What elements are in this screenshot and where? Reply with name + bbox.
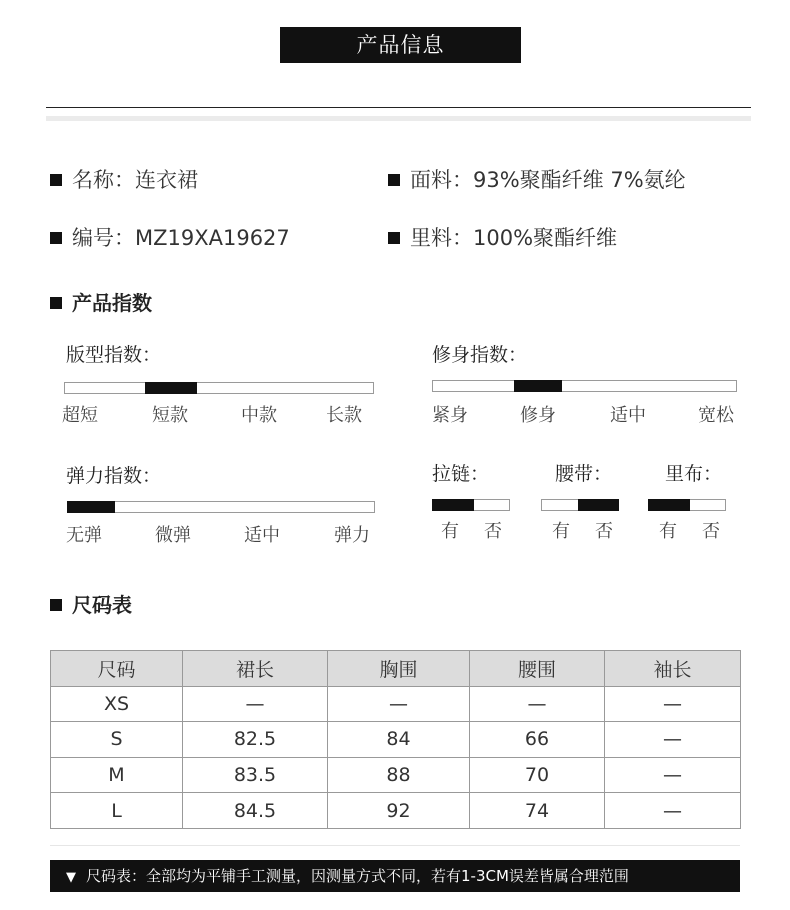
section-title-size-text: 尺码表 bbox=[72, 593, 132, 617]
square-bullet-icon bbox=[50, 297, 62, 309]
section-title-index bbox=[50, 290, 152, 316]
info-name-text: 名称：连衣裙 bbox=[72, 168, 198, 192]
fit-option: 修身 bbox=[520, 405, 556, 426]
belt-no: 否 bbox=[595, 521, 613, 542]
info-name bbox=[50, 166, 198, 194]
lining-cloth-no: 否 bbox=[702, 521, 720, 542]
column-header: 腰围 bbox=[470, 651, 605, 687]
fit-index-bar bbox=[432, 380, 737, 392]
zipper-label: 拉链： bbox=[432, 463, 490, 485]
size-note-text: 尺码表：全部均为平铺手工测量，因测量方式不同，若有1-3CM误差皆属合理范围 bbox=[86, 867, 629, 885]
belt-bar bbox=[541, 499, 619, 511]
belt-label: 腰带： bbox=[555, 463, 613, 485]
table-cell: S bbox=[51, 722, 183, 758]
page-title: 产品信息 bbox=[280, 27, 521, 63]
column-header: 裙长 bbox=[183, 651, 328, 687]
stretch-option: 微弹 bbox=[155, 525, 191, 546]
lining-cloth-label: 里布： bbox=[665, 463, 723, 485]
info-lining bbox=[388, 224, 617, 252]
divider bbox=[50, 845, 740, 846]
table-row bbox=[51, 722, 741, 758]
table-cell: — bbox=[605, 793, 741, 829]
length-option: 短款 bbox=[152, 405, 188, 426]
fit-option: 紧身 bbox=[432, 405, 468, 426]
length-option: 长款 bbox=[326, 405, 362, 426]
fit-option: 适中 bbox=[610, 405, 646, 426]
lining-cloth-bar bbox=[648, 499, 726, 511]
stretch-option: 弹力 bbox=[334, 525, 370, 546]
zipper-yes: 有 bbox=[441, 521, 459, 542]
square-bullet-icon bbox=[50, 232, 62, 244]
stretch-index-fill bbox=[67, 501, 115, 513]
divider bbox=[46, 107, 751, 108]
stretch-option: 适中 bbox=[244, 525, 280, 546]
zipper-no: 否 bbox=[484, 521, 502, 542]
section-title-size bbox=[50, 592, 132, 618]
info-code bbox=[50, 224, 290, 252]
square-bullet-icon bbox=[388, 174, 400, 186]
divider-shadow bbox=[46, 116, 751, 121]
table-cell: — bbox=[328, 686, 470, 722]
table-cell: 92 bbox=[328, 793, 470, 829]
length-option: 超短 bbox=[62, 405, 98, 426]
square-bullet-icon bbox=[388, 232, 400, 244]
fit-option: 宽松 bbox=[698, 405, 734, 426]
column-header: 尺码 bbox=[51, 651, 183, 687]
stretch-index-bar bbox=[67, 501, 375, 513]
table-cell: — bbox=[183, 686, 328, 722]
table-cell: — bbox=[605, 686, 741, 722]
fit-index-label: 修身指数： bbox=[432, 344, 528, 366]
table-cell: XS bbox=[51, 686, 183, 722]
info-fabric bbox=[388, 166, 686, 194]
table-cell: 74 bbox=[470, 793, 605, 829]
table-cell: 84 bbox=[328, 722, 470, 758]
length-option: 中款 bbox=[241, 405, 277, 426]
zipper-fill bbox=[432, 499, 474, 511]
table-cell: 83.5 bbox=[183, 757, 328, 793]
table-cell: M bbox=[51, 757, 183, 793]
table-cell: 66 bbox=[470, 722, 605, 758]
table-cell: — bbox=[605, 757, 741, 793]
length-index-bar bbox=[64, 382, 374, 394]
table-cell: 82.5 bbox=[183, 722, 328, 758]
stretch-index-label: 弹力指数： bbox=[66, 465, 162, 487]
table-header-row bbox=[51, 651, 741, 687]
lining-cloth-fill bbox=[648, 499, 690, 511]
belt-fill bbox=[578, 499, 619, 511]
table-row bbox=[51, 757, 741, 793]
triangle-down-icon: ▼ bbox=[66, 870, 76, 885]
info-code-text: 编号：MZ19XA19627 bbox=[72, 226, 290, 250]
lining-cloth-yes: 有 bbox=[659, 521, 677, 542]
table-row bbox=[51, 686, 741, 722]
section-title-index-text: 产品指数 bbox=[72, 291, 152, 315]
info-lining-text: 里料：100%聚酯纤维 bbox=[410, 226, 618, 250]
table-cell: 70 bbox=[470, 757, 605, 793]
column-header: 袖长 bbox=[605, 651, 741, 687]
length-index-label: 版型指数： bbox=[66, 344, 162, 366]
info-fabric-text: 面料：93%聚酯纤维 7%氨纶 bbox=[410, 168, 686, 192]
length-index-fill bbox=[145, 382, 197, 394]
table-cell: 88 bbox=[328, 757, 470, 793]
size-note-bar bbox=[50, 860, 740, 892]
table-row bbox=[51, 793, 741, 829]
table-cell: L bbox=[51, 793, 183, 829]
fit-index-fill bbox=[514, 380, 562, 392]
stretch-option: 无弹 bbox=[66, 525, 102, 546]
square-bullet-icon bbox=[50, 599, 62, 611]
table-cell: — bbox=[470, 686, 605, 722]
square-bullet-icon bbox=[50, 174, 62, 186]
table-cell: — bbox=[605, 722, 741, 758]
column-header: 胸围 bbox=[328, 651, 470, 687]
size-table bbox=[50, 650, 741, 829]
table-cell: 84.5 bbox=[183, 793, 328, 829]
belt-yes: 有 bbox=[552, 521, 570, 542]
zipper-bar bbox=[432, 499, 510, 511]
